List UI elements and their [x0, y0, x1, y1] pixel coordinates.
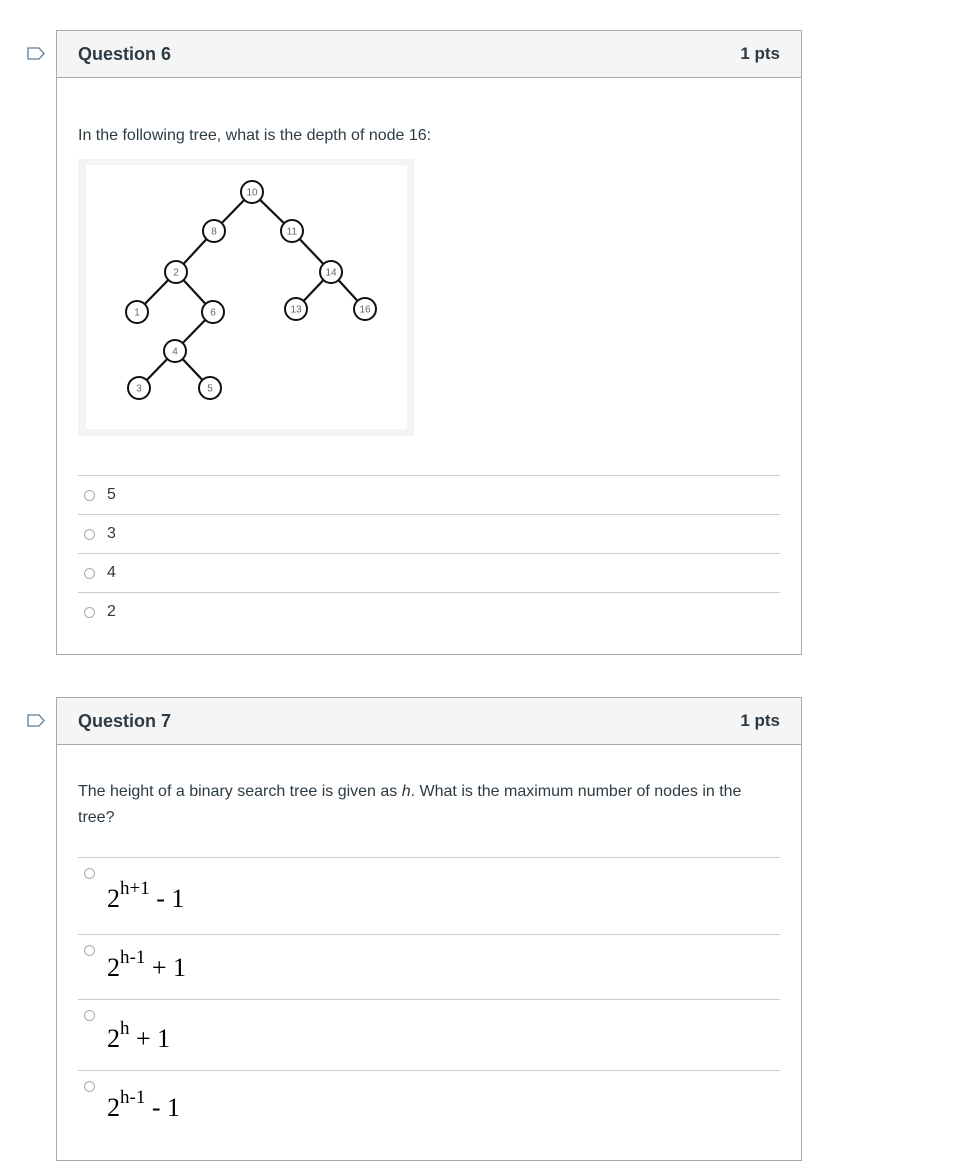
- radio-button[interactable]: [84, 868, 95, 879]
- answer-option[interactable]: [78, 934, 780, 999]
- radio-button[interactable]: [84, 1010, 95, 1021]
- answer-formula: $2^{h-1} + 1$: [107, 947, 186, 982]
- tree-node-label: 4: [172, 346, 178, 358]
- tree-node-label: 11: [286, 226, 298, 238]
- answer-option[interactable]: [78, 475, 780, 514]
- tree-node-label: 1: [134, 307, 140, 319]
- question-title: Question 6: [78, 43, 172, 64]
- answer-formula: 2$^{h-1}$ - 1: [107, 1087, 180, 1122]
- tree-node-label: 8: [211, 226, 217, 238]
- radio-button[interactable]: [84, 529, 95, 540]
- answer-option[interactable]: [78, 553, 780, 592]
- tree-image: [78, 159, 414, 436]
- tree-node-label: 5: [207, 383, 213, 395]
- radio-button[interactable]: [84, 490, 95, 501]
- question-text: The height of a binary search tree is given as h. What is the maximum number of nodes in the tree?: [78, 783, 742, 826]
- flag-question-icon[interactable]: [27, 47, 45, 60]
- answer-formula: $2^{h+1} - 1$: [107, 878, 185, 913]
- answer-option[interactable]: [78, 999, 780, 1070]
- answer-formula: $2^h + 1$: [107, 1018, 171, 1053]
- answer-option[interactable]: [78, 514, 780, 553]
- question-points: 1 pts: [740, 44, 780, 63]
- question-7-panel: [56, 697, 802, 1161]
- tree-node-label: 6: [210, 307, 216, 319]
- radio-button[interactable]: [84, 1081, 95, 1092]
- answer-label: 2: [107, 603, 116, 620]
- radio-button[interactable]: [84, 568, 95, 579]
- flag-question-icon[interactable]: [27, 714, 45, 727]
- answer-option[interactable]: [78, 592, 780, 631]
- question-text: In the following tree, what is the depth of node 16:: [78, 127, 432, 144]
- answer-label: 3: [107, 525, 116, 542]
- answer-option[interactable]: [78, 1070, 780, 1151]
- answer-label: 4: [107, 564, 116, 581]
- answer-option[interactable]: [78, 857, 780, 934]
- question-header: [57, 31, 801, 78]
- question-6-panel: [56, 30, 802, 655]
- tree-node-label: 10: [246, 187, 258, 199]
- tree-node-label: 3: [136, 383, 142, 395]
- question-header: [57, 698, 801, 745]
- radio-button[interactable]: [84, 607, 95, 618]
- question-title: Question 7: [78, 710, 172, 731]
- tree-node-label: 13: [290, 304, 302, 316]
- tree-node-label: 16: [359, 304, 371, 316]
- tree-node-label: 14: [325, 267, 337, 279]
- tree-node-label: 2: [173, 267, 179, 279]
- radio-button[interactable]: [84, 945, 95, 956]
- answer-label: 5: [107, 486, 116, 503]
- question-points: 1 pts: [740, 711, 780, 730]
